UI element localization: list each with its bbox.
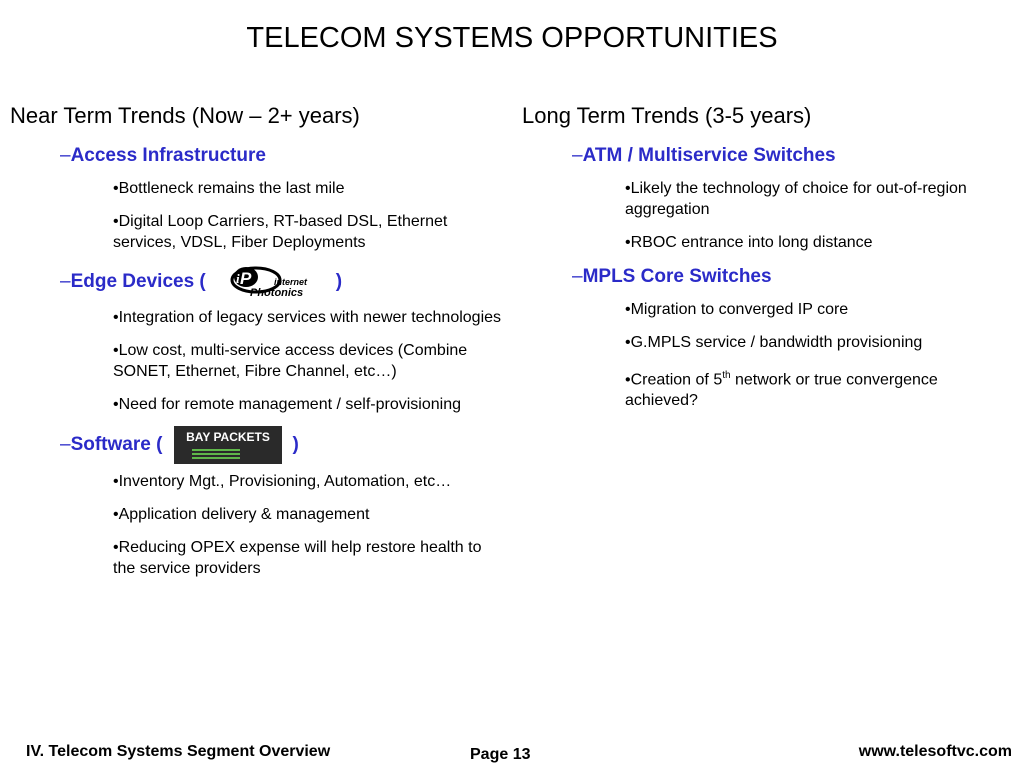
bullet-item: •RBOC entrance into long distance xyxy=(625,234,873,251)
atm-switches-heading xyxy=(572,144,1017,168)
footer-page-number: Page 13 xyxy=(470,746,531,763)
bullet-item: •Application delivery & management xyxy=(113,506,370,523)
software-heading xyxy=(60,425,510,465)
bullet-item: •G.MPLS service / bandwidth provisioning xyxy=(625,334,923,351)
bullet-item xyxy=(625,365,1015,411)
dash-marker: – xyxy=(60,145,71,166)
dash-marker: – xyxy=(572,266,583,287)
atm-switches-label: ATM / Multiservice Switches xyxy=(582,145,836,166)
bullet-item: •Digital Loop Carriers, RT-based DSL, Ethernet services, VDSL, Fiber Deployments xyxy=(113,213,448,251)
bullet-item: •Inventory Mgt., Provisioning, Automation, etc… xyxy=(113,473,452,490)
svg-text:internet: internet xyxy=(273,277,307,287)
dash-marker: – xyxy=(572,145,583,166)
bullet-item: •Migration to converged IP core xyxy=(625,301,849,318)
software-close-paren: ) xyxy=(292,434,299,456)
access-infrastructure-label: Access Infrastructure xyxy=(70,145,266,166)
svg-text:BAY PACKETS: BAY PACKETS xyxy=(186,430,271,444)
internet-photonics-logo xyxy=(206,263,336,301)
edge-devices-close-paren: ) xyxy=(335,271,343,293)
footer-section-title: IV. Telecom Systems Segment Overview xyxy=(26,743,331,760)
bullet-item: •Likely the technology of choice for out-of-region aggregation xyxy=(625,180,967,218)
edge-devices-heading xyxy=(60,263,510,301)
svg-text:i: i xyxy=(235,271,240,286)
bullet-item: •Low cost, multi-service access devices (Combine SONET, Ethernet, Fibre Channel, etc…) xyxy=(113,342,468,380)
long-term-heading: Long Term Trends (3-5 years) xyxy=(522,103,812,128)
edge-devices-label: Edge Devices ( xyxy=(70,271,206,293)
bay-packets-logo-graphic xyxy=(162,425,292,465)
internet-photonics-logo-graphic xyxy=(206,263,336,301)
bay-packets-logo xyxy=(162,425,292,465)
bullet-text-start: •Creation of 5 xyxy=(625,371,723,389)
bullet-item: •Reducing OPEX expense will help restore health to the service providers xyxy=(113,539,482,577)
bullet-item: •Bottleneck remains the last mile xyxy=(113,180,345,197)
slide-title: TELECOM SYSTEMS OPPORTUNITIES xyxy=(246,22,778,54)
bullet-item: •Integration of legacy services with newer technologies xyxy=(113,309,502,326)
mpls-core-heading xyxy=(572,265,1017,289)
bullet-item: •Need for remote management / self-provisioning xyxy=(113,396,461,413)
bullet-text-end: network or true convergence achieved? xyxy=(625,371,938,410)
footer-website: www.telesoftvc.com xyxy=(858,743,1012,760)
svg-text:Photonics: Photonics xyxy=(249,287,303,299)
dash-marker: – xyxy=(60,434,71,456)
software-label: Software ( xyxy=(70,434,163,456)
near-term-column xyxy=(10,102,510,579)
long-term-column xyxy=(522,102,1017,411)
mpls-core-label: MPLS Core Switches xyxy=(582,266,772,287)
dash-marker: – xyxy=(60,271,71,293)
superscript-th: th xyxy=(722,370,731,381)
near-term-heading: Near Term Trends (Now – 2+ years) xyxy=(10,103,360,128)
access-infrastructure-heading xyxy=(60,144,510,168)
svg-text:P: P xyxy=(239,269,252,288)
